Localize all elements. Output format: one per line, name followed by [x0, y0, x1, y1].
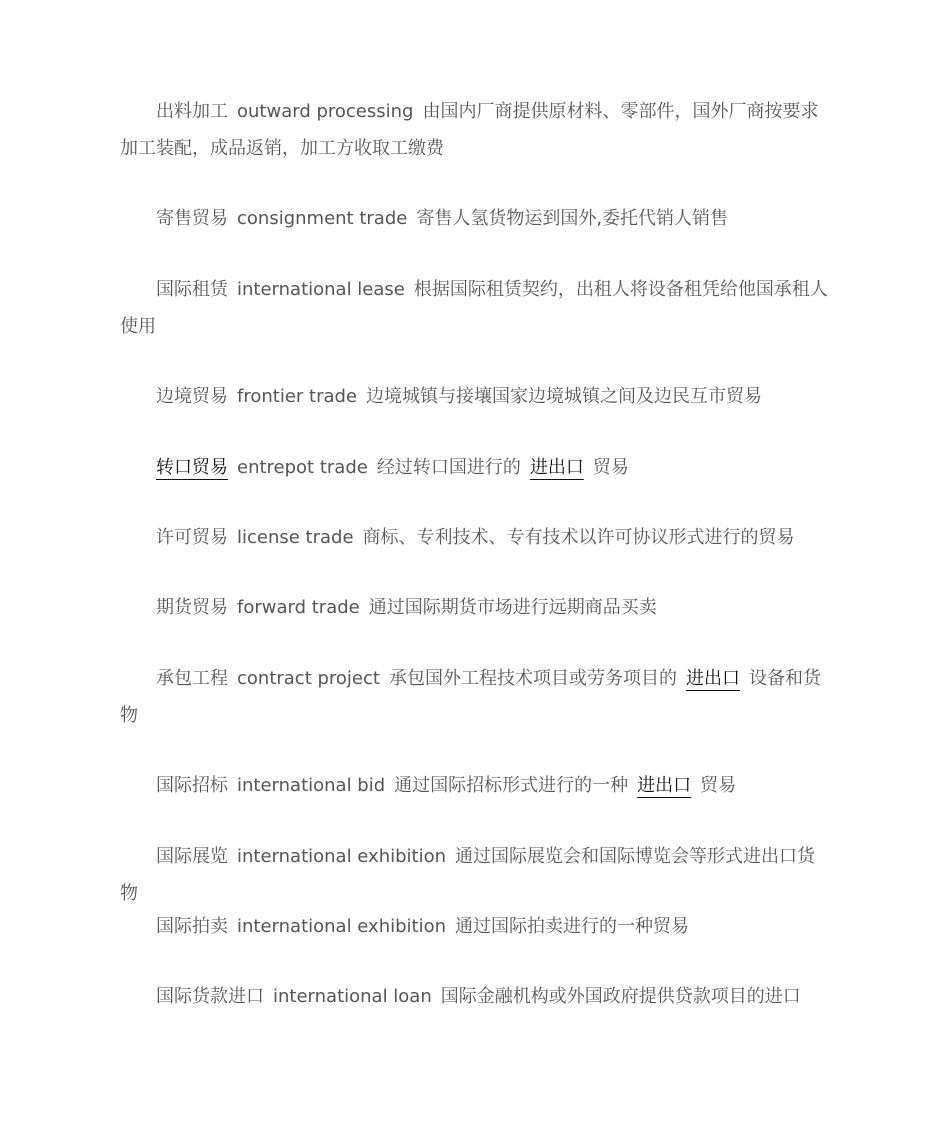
- entry-description-tail: 设备和货物: [120, 668, 821, 726]
- entry-international-lease: [120, 271, 832, 345]
- entry-term: 国际拍卖: [156, 916, 228, 937]
- entry-term: 国际招标: [156, 775, 228, 796]
- entry-consignment-trade: [120, 200, 832, 237]
- entry-english: international loan: [273, 986, 432, 1007]
- entry-contract-project: [120, 660, 832, 734]
- entry-english: international bid: [237, 775, 386, 796]
- entry-english: international exhibition: [237, 916, 447, 937]
- entry-description-tail: 贸易: [700, 775, 737, 796]
- entry-term: 国际展览: [156, 846, 228, 867]
- entry-term: 寄售贸易: [156, 208, 228, 229]
- entry-english: outward processing: [237, 101, 414, 122]
- entry-term: 边境贸易: [156, 386, 228, 407]
- entry-description: 边境城镇与接壤国家边境城镇之间及边民互市贸易: [366, 386, 763, 407]
- entry-english: forward trade: [237, 597, 360, 618]
- entry-english: international lease: [237, 279, 405, 300]
- entry-term: 出料加工: [156, 101, 228, 122]
- import-export-link[interactable]: 进出口: [637, 775, 692, 796]
- entry-international-auction: [120, 908, 832, 945]
- entry-description: 通过国际期货市场进行远期商品买卖: [368, 597, 657, 618]
- entry-international-loan-import: [120, 978, 832, 1015]
- entry-description: 承包国外工程技术项目或劳务项目的: [388, 668, 677, 689]
- entry-entrepot-trade: [120, 449, 832, 486]
- entry-description: 根据国际租赁契约，出租人将设备租凭给他国承租人使用: [120, 279, 828, 337]
- entry-english: contract project: [237, 668, 380, 689]
- import-export-link[interactable]: 进出口: [685, 668, 740, 689]
- entry-english: international exhibition: [237, 846, 447, 867]
- entry-license-trade: [120, 519, 832, 556]
- entry-term: 国际货款进口: [156, 986, 264, 1007]
- entry-term-link[interactable]: 转口贸易: [156, 457, 228, 478]
- entry-outward-processing: [120, 93, 832, 167]
- entry-description: 经过转口国进行的: [376, 457, 521, 478]
- entry-description: 寄售人氢货物运到国外,委托代销人销售: [416, 208, 729, 229]
- entry-english: consignment trade: [237, 208, 408, 229]
- entry-description: 国际金融机构或外国政府提供贷款项目的进口: [440, 986, 801, 1007]
- entry-description-tail: 贸易: [592, 457, 629, 478]
- entry-forward-trade: [120, 589, 832, 626]
- entry-english: frontier trade: [237, 386, 358, 407]
- entry-frontier-trade: [120, 378, 832, 415]
- entry-term: 国际租赁: [156, 279, 228, 300]
- entry-description: 由国内厂商提供原材料、零部件，国外厂商按要求加工装配，成品返销，加工方收取工缴费: [120, 101, 819, 159]
- entry-description: 通过国际展览会和国际博览会等形式进出口货物: [120, 846, 816, 904]
- entry-international-bid: [120, 767, 832, 804]
- entry-description: 商标、专利技术、专有技术以许可协议形式进行的贸易: [362, 527, 795, 548]
- entry-term: 期货贸易: [156, 597, 228, 618]
- import-export-link[interactable]: 进出口: [529, 457, 584, 478]
- entry-description: 通过国际拍卖进行的一种贸易: [455, 916, 690, 937]
- entry-term: 承包工程: [156, 668, 228, 689]
- entry-term: 许可贸易: [156, 527, 228, 548]
- entry-english: license trade: [237, 527, 354, 548]
- entry-description: 通过国际招标形式进行的一种: [394, 775, 629, 796]
- entry-english: entrepot trade: [237, 457, 368, 478]
- entry-international-exhibition: [120, 838, 832, 912]
